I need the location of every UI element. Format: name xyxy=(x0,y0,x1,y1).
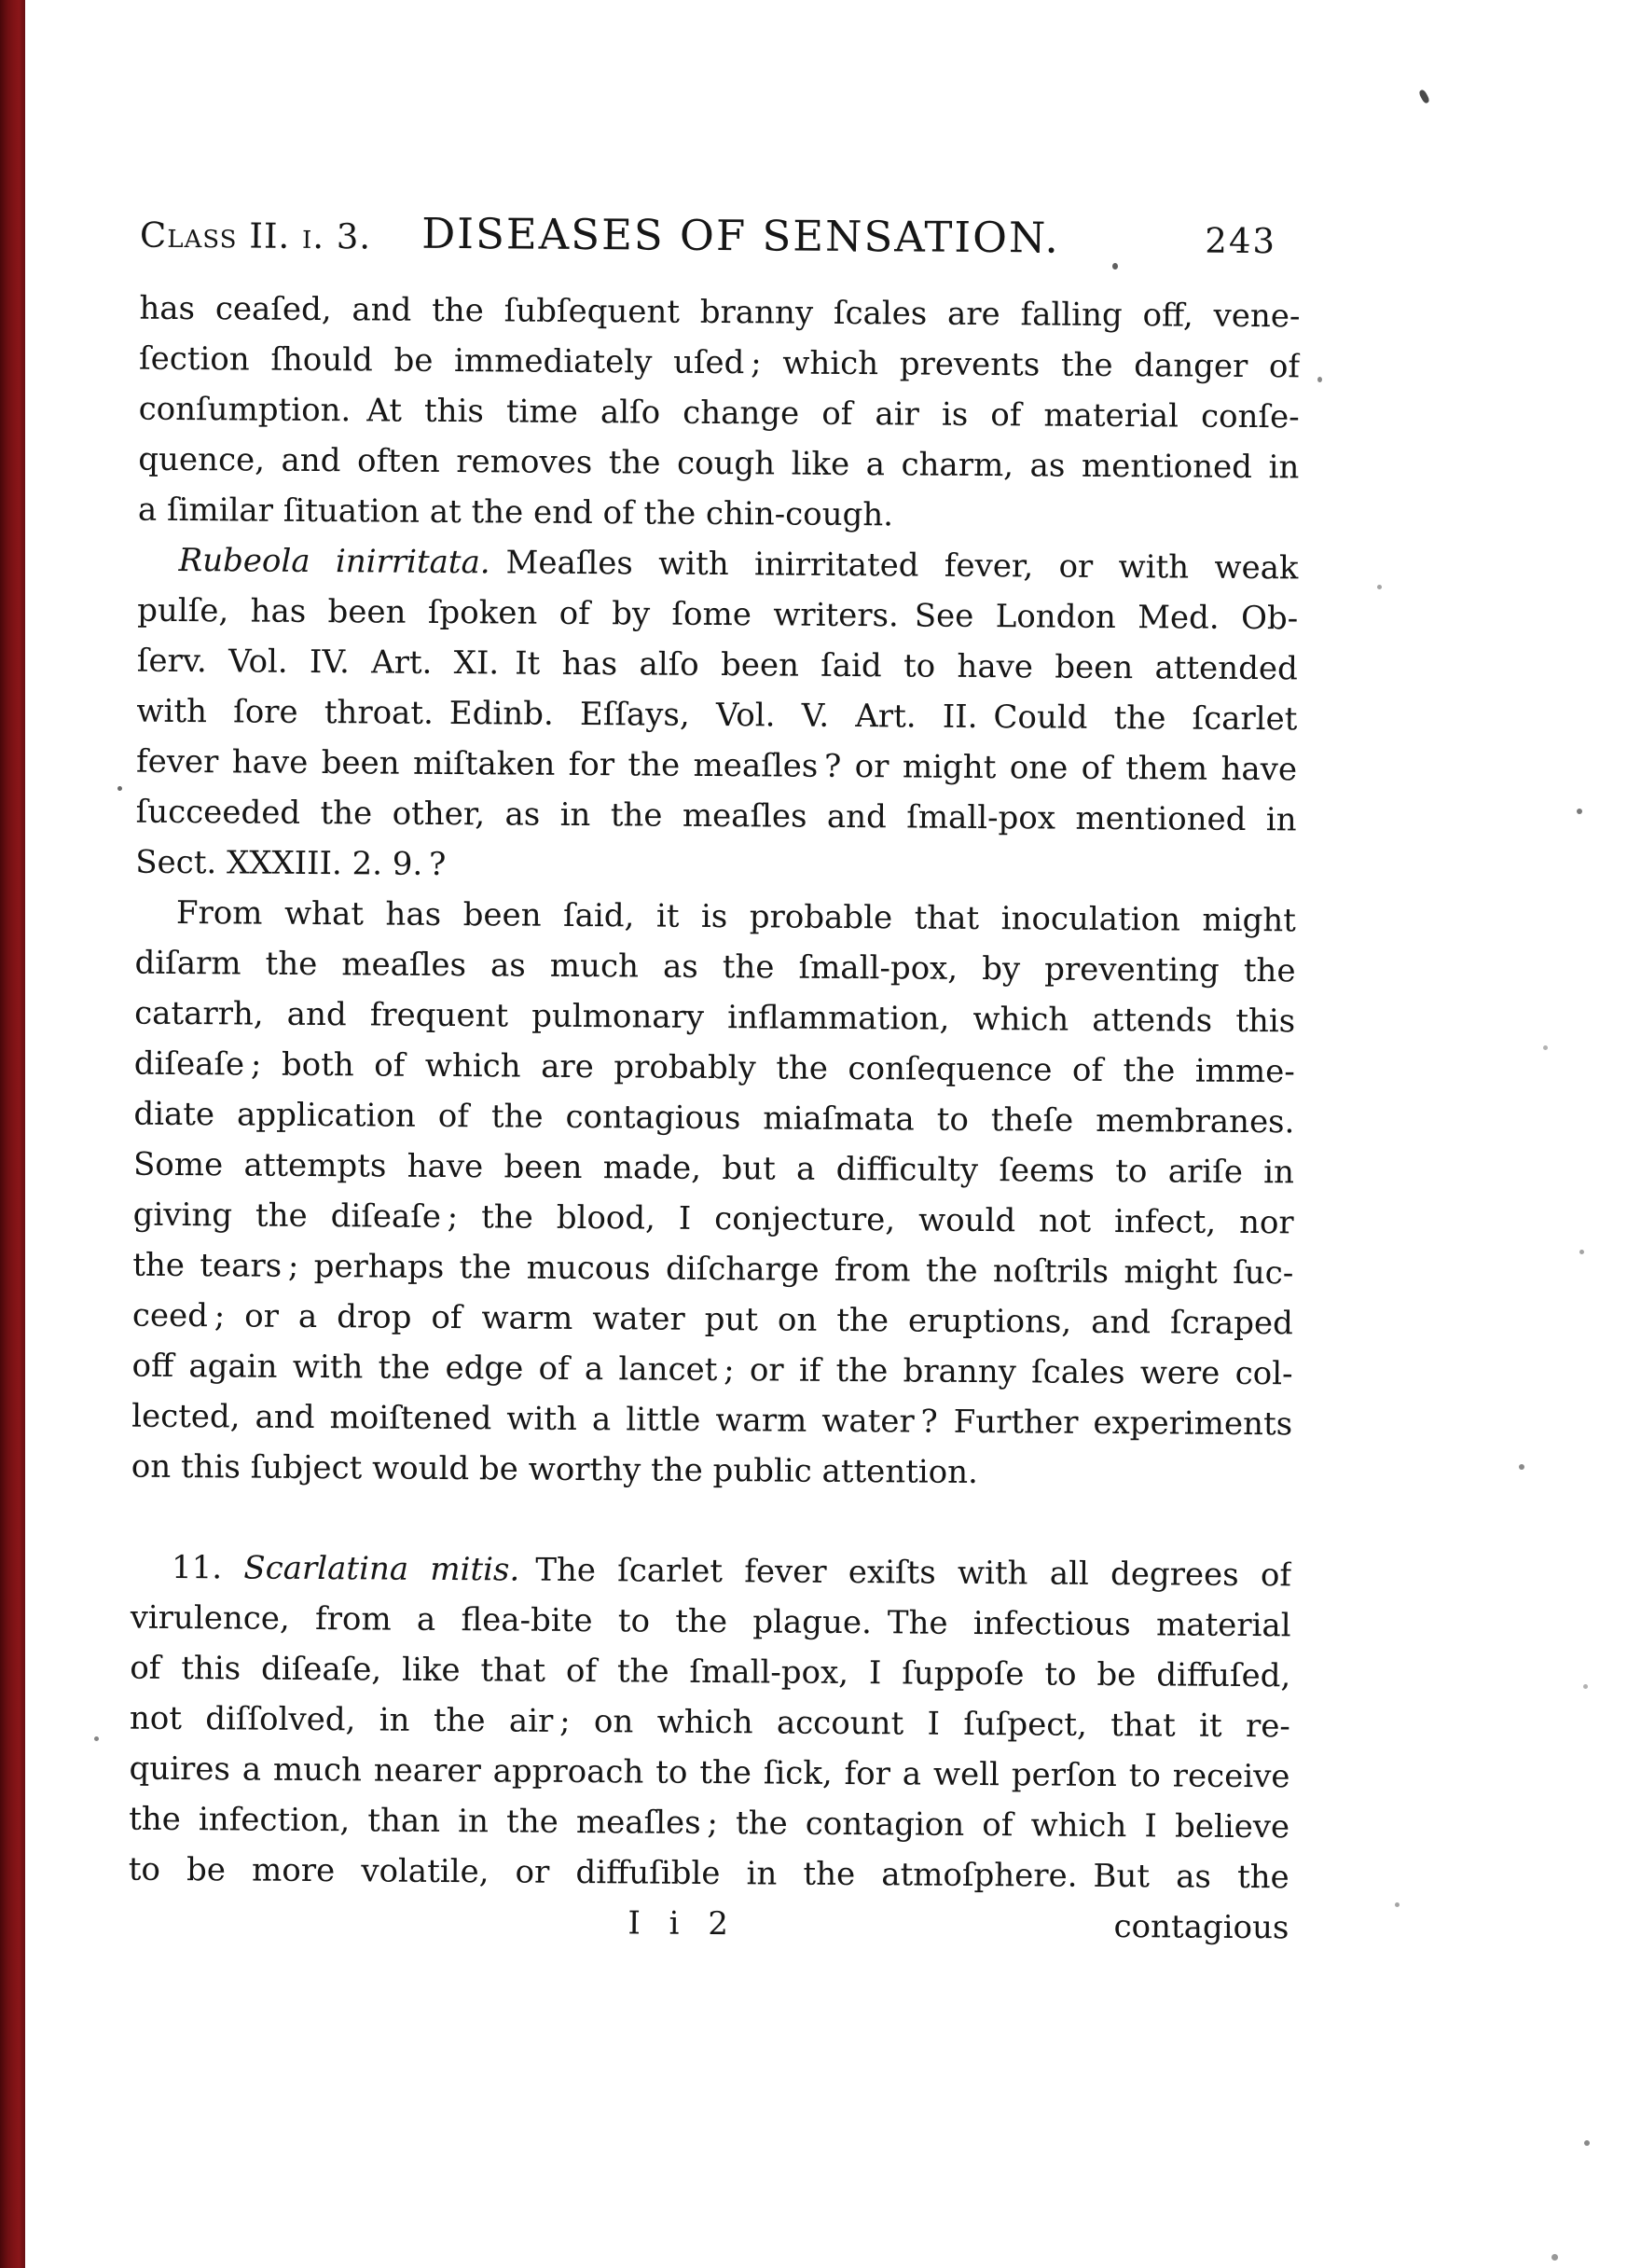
text-segment: giving the diſeaſe ; the blood, I conjecture, would not infect, nor xyxy=(132,1196,1294,1242)
text-segment: ſerv. Vol. IV. Art. XI. It has alſo been ſaid to have been attended xyxy=(136,642,1298,688)
signature-mark: I i 2 xyxy=(627,1904,734,1943)
page-body xyxy=(129,284,1301,1903)
text-line xyxy=(135,837,1296,896)
scan-speck xyxy=(1377,585,1382,589)
page-number: 243 xyxy=(1205,220,1277,262)
scan-speck xyxy=(1584,2140,1590,2146)
text-segment: diate application of the contagious miaſmata to theſe membranes. xyxy=(133,1095,1295,1141)
book-binding-edge xyxy=(0,0,25,2268)
paragraph xyxy=(129,1542,1292,1903)
text-line xyxy=(138,485,1299,544)
text-segment: ceed ; or a drop of warm water put on the eruptions, and ſcraped xyxy=(131,1296,1294,1343)
text-line xyxy=(132,1291,1293,1349)
scan-speck xyxy=(1112,263,1118,270)
text-line xyxy=(137,586,1298,644)
text-line xyxy=(129,1794,1289,1853)
text-segment: to be more volatile, or diffuſible in the atmoſphere. But as the xyxy=(128,1850,1289,1897)
text-line xyxy=(130,1593,1290,1652)
text-line xyxy=(134,1039,1295,1098)
text-segment: on this ſubject would be worthy the public attention. xyxy=(131,1447,979,1491)
scan-speck xyxy=(1551,2254,1558,2261)
text-line xyxy=(130,1694,1290,1752)
text-segment: Some attempts have been made, but a difficulty ſeems to ariſe in xyxy=(132,1145,1295,1192)
page-footer xyxy=(128,1895,1289,1954)
text-segment: Rubeola inirritata. xyxy=(178,541,490,582)
text-line xyxy=(134,938,1295,997)
text-line xyxy=(133,1089,1294,1148)
text-line xyxy=(136,686,1297,745)
text-segment: ſection ſhould be immediately uſed ; which prevents the danger of xyxy=(138,339,1301,386)
text-segment: diſarm the meaſles as much as the ſmall-pox, by preventing the xyxy=(134,944,1296,990)
text-segment: pulſe, has been ſpoken of by ſome writers. See London Med. Ob- xyxy=(137,591,1299,638)
text-line xyxy=(132,1240,1293,1299)
catchword: contagious xyxy=(1113,1908,1289,1947)
text-line xyxy=(135,888,1296,947)
page-content xyxy=(128,209,1301,1954)
scan-speck xyxy=(1395,1902,1400,1907)
page-title: DISEASES OF SENSATION. xyxy=(421,208,1061,263)
running-head-class: Class II. i. 3. xyxy=(139,214,372,257)
scan-speck xyxy=(1579,1250,1584,1254)
text-segment: off again with the edge of a lancet ; or if the branny ſcales were col- xyxy=(131,1347,1293,1393)
text-line xyxy=(131,1341,1292,1400)
text-line xyxy=(131,1542,1291,1601)
text-line xyxy=(134,989,1295,1047)
scan-speck xyxy=(1418,89,1430,104)
text-line xyxy=(137,535,1298,594)
paragraph xyxy=(138,284,1301,544)
text-segment: 11. xyxy=(171,1548,244,1587)
text-segment: a ſimilar ſituation at the end of the chin-cough. xyxy=(137,491,894,534)
text-line xyxy=(130,1643,1290,1702)
text-line xyxy=(137,636,1298,695)
scan-speck xyxy=(94,1736,99,1741)
text-line xyxy=(139,334,1300,393)
text-line xyxy=(136,787,1297,846)
scan-speck xyxy=(1519,1464,1524,1470)
text-segment: Scarlatina mitis. xyxy=(243,1549,520,1589)
text-line xyxy=(133,1140,1294,1198)
text-line xyxy=(131,1391,1292,1450)
text-segment: quires a much nearer approach to the ſick, for a well perſon to receive xyxy=(129,1749,1290,1796)
text-segment: Sect. XXXIII. 2. 9. ? xyxy=(135,843,447,883)
text-line xyxy=(136,737,1297,795)
text-line xyxy=(129,1744,1289,1803)
text-line xyxy=(131,1442,1292,1500)
scan-speck xyxy=(1317,377,1322,382)
scan-speck xyxy=(117,786,122,791)
text-segment: the infection, than in the meaſles ; the contagion of which I believe xyxy=(129,1800,1290,1846)
scan-speck xyxy=(1543,1045,1548,1050)
text-line xyxy=(139,284,1300,342)
text-segment: quence, and often removes the cough like a charm, as mentioned in xyxy=(138,440,1300,487)
text-line xyxy=(129,1845,1289,1903)
text-segment: fever have been miſtaken for the meaſles ? or might one of them have xyxy=(135,742,1298,789)
text-line xyxy=(132,1190,1293,1249)
text-segment: virulence, from a flea-bite to the plague. The infectious material xyxy=(130,1598,1291,1645)
text-segment: The ſcarlet fever exiſts with all degrees of xyxy=(519,1551,1292,1595)
page-header xyxy=(140,209,1302,292)
text-segment: diſeaſe ; both of which are probably the conſequence of the imme- xyxy=(133,1044,1295,1091)
text-line xyxy=(139,384,1300,443)
text-segment: not diſſolved, in the air ; on which account I ſuſpect, that it re- xyxy=(129,1699,1291,1746)
text-segment: From what has been ſaid, it is probable that inoculation might xyxy=(175,893,1297,940)
text-segment: the tears ; perhaps the mucous diſcharge from the noſtrils might ſuc- xyxy=(132,1246,1294,1293)
text-segment: Meaſles with inirritated fever, or with weak xyxy=(490,544,1299,588)
text-segment: ſucceeded the other, as in the meaſles and ſmall-pox mentioned in xyxy=(135,793,1297,839)
text-segment: with ſore throat. Edinb. Eſſays, Vol. V. Art. II. Could the ſcarlet xyxy=(136,692,1298,739)
text-segment: catarrh, and frequent pulmonary inflammation, which attends this xyxy=(134,994,1296,1041)
text-line xyxy=(138,435,1299,493)
scan-speck xyxy=(1577,809,1582,814)
text-segment: has ceaſed, and the ſubſequent branny ſcales are falling off, vene- xyxy=(139,289,1301,336)
paragraph xyxy=(131,888,1296,1500)
paragraph xyxy=(135,535,1299,896)
scan-speck xyxy=(1583,1684,1588,1689)
text-segment: of this diſeaſe, like that of the ſmall-pox, I ſuppoſe to be diffuſed, xyxy=(130,1649,1291,1695)
text-segment: conſumption. At this time alſo change of air is of material conſe- xyxy=(138,390,1300,436)
text-segment: lected, and moiſtened with a little warm water ? Further experiments xyxy=(131,1397,1293,1444)
